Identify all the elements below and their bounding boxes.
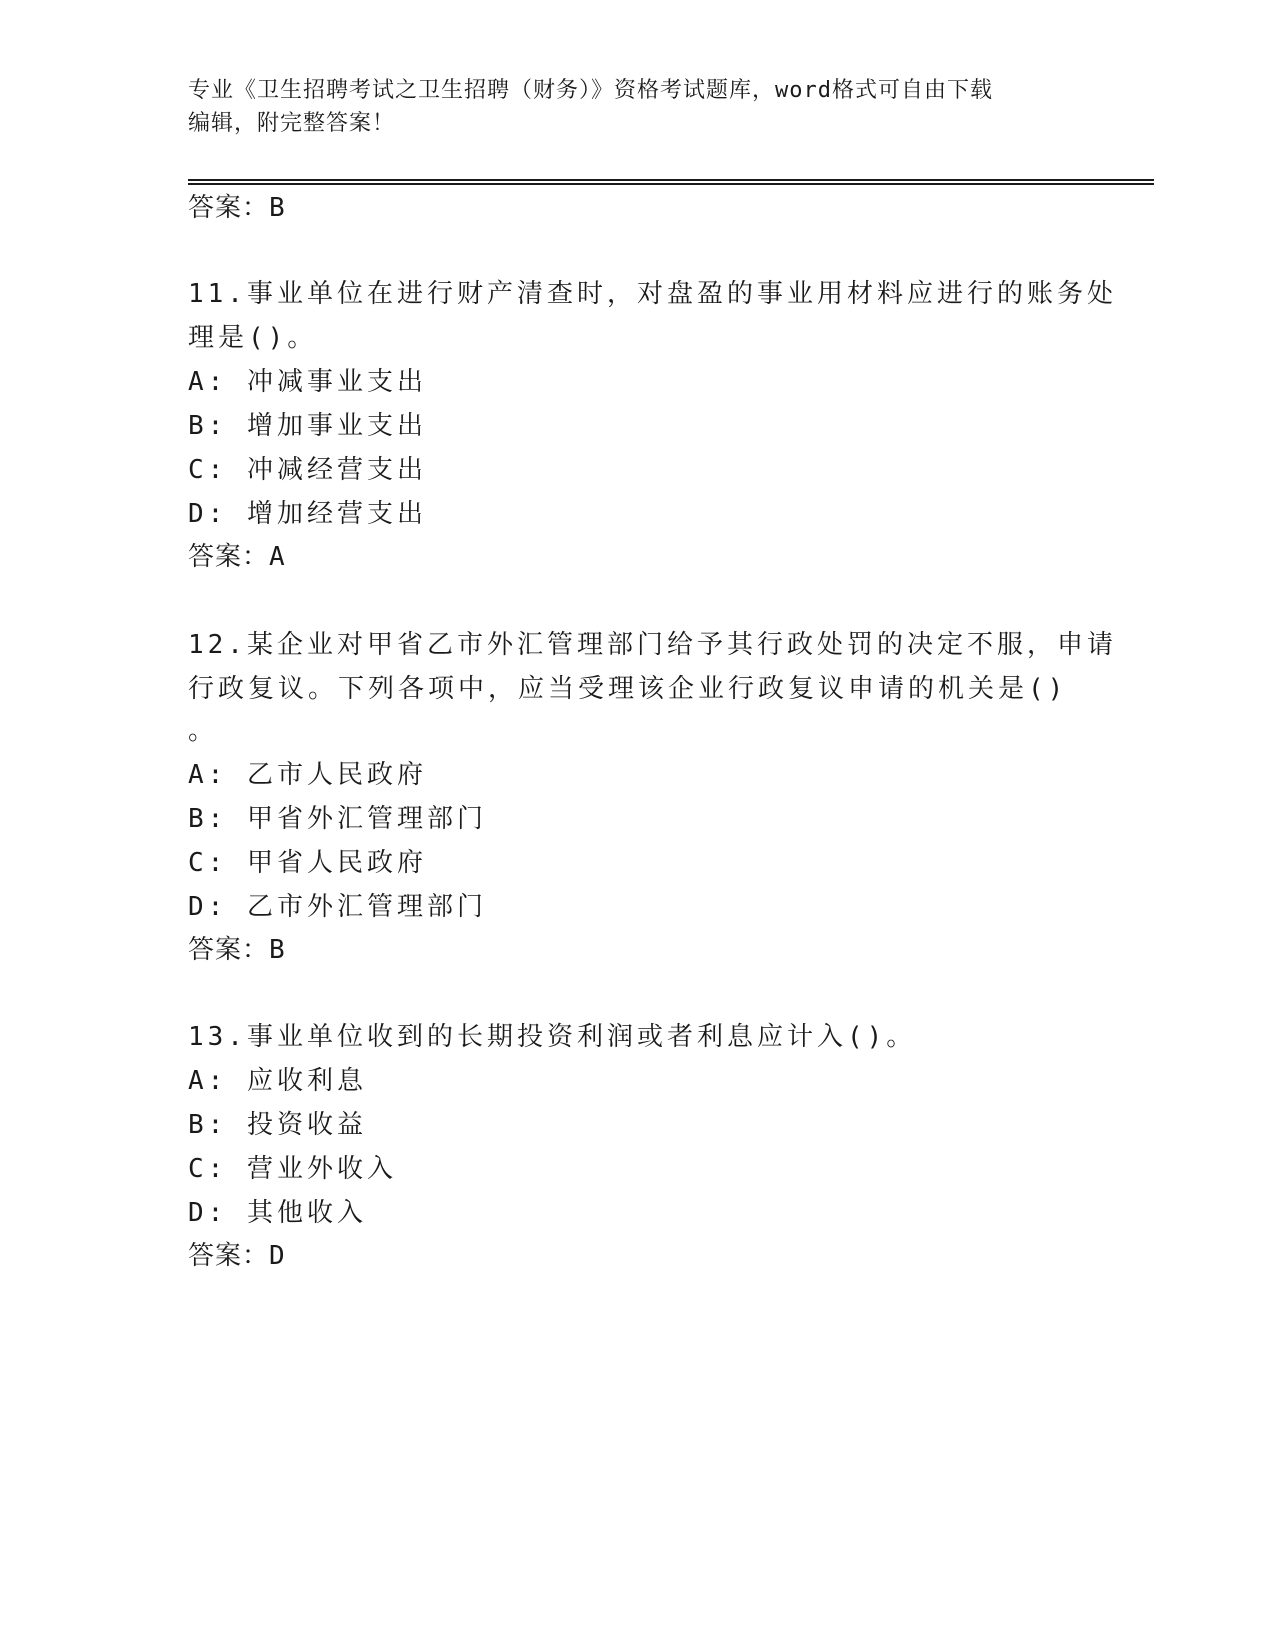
- answer-value: A: [269, 542, 286, 572]
- question-12-option-a: A: 乙市人民政府: [188, 760, 427, 790]
- question-11-option-b: B: 增加事业支出: [188, 411, 427, 441]
- header-divider-bottom: [188, 183, 1154, 185]
- question-13-text-line-1: 13.事业单位收到的长期投资利润或者利息应计入()。: [188, 1022, 917, 1052]
- question-12-text-line-3: 。: [188, 716, 219, 746]
- question-11-answer: [188, 540, 286, 574]
- answer-value: B: [269, 193, 286, 223]
- question-13-answer: [188, 1239, 286, 1273]
- question-12-option-b: B: 甲省外汇管理部门: [188, 804, 487, 834]
- question-11-text-line-2: 理是()。: [188, 323, 318, 353]
- document-header: [188, 74, 1088, 140]
- question-13-option-c: C: 营业外收入: [188, 1154, 397, 1184]
- answer-prev: [188, 191, 286, 225]
- question-12-option-c: C: 甲省人民政府: [188, 848, 427, 878]
- question-12-answer: [188, 933, 286, 967]
- question-11-option-d: D: 增加经营支出: [188, 499, 427, 529]
- question-11-option-a: A: 冲减事业支出: [188, 367, 427, 397]
- answer-value: D: [269, 1241, 286, 1271]
- question-13-option-a: A: 应收利息: [188, 1066, 367, 1096]
- question-12-text-line-1: 12.某企业对甲省乙市外汇管理部门给予其行政处罚的决定不服，申请: [188, 630, 1117, 660]
- question-12-text-line-2: 行政复议。下列各项中，应当受理该企业行政复议申请的机关是(): [188, 674, 1068, 704]
- header-divider-top: [188, 179, 1154, 181]
- header-line-2: 编辑，附完整答案！: [188, 111, 396, 136]
- question-11-option-c: C: 冲减经营支出: [188, 455, 427, 485]
- answer-value: B: [269, 935, 286, 965]
- question-13-option-b: B: 投资收益: [188, 1110, 367, 1140]
- question-13-option-d: D: 其他收入: [188, 1198, 367, 1228]
- question-11-text-line-1: 11.事业单位在进行财产清查时，对盘盈的事业用材料应进行的账务处: [188, 279, 1117, 309]
- answer-label: 答案：: [188, 193, 270, 223]
- question-12-option-d: D: 乙市外汇管理部门: [188, 892, 487, 922]
- answer-label: 答案：: [188, 935, 270, 965]
- answer-label: 答案：: [188, 542, 270, 572]
- answer-label: 答案：: [188, 1241, 270, 1271]
- header-line-1: 专业《卫生招聘考试之卫生招聘（财务）》资格考试题库，word格式可自由下载: [188, 78, 993, 103]
